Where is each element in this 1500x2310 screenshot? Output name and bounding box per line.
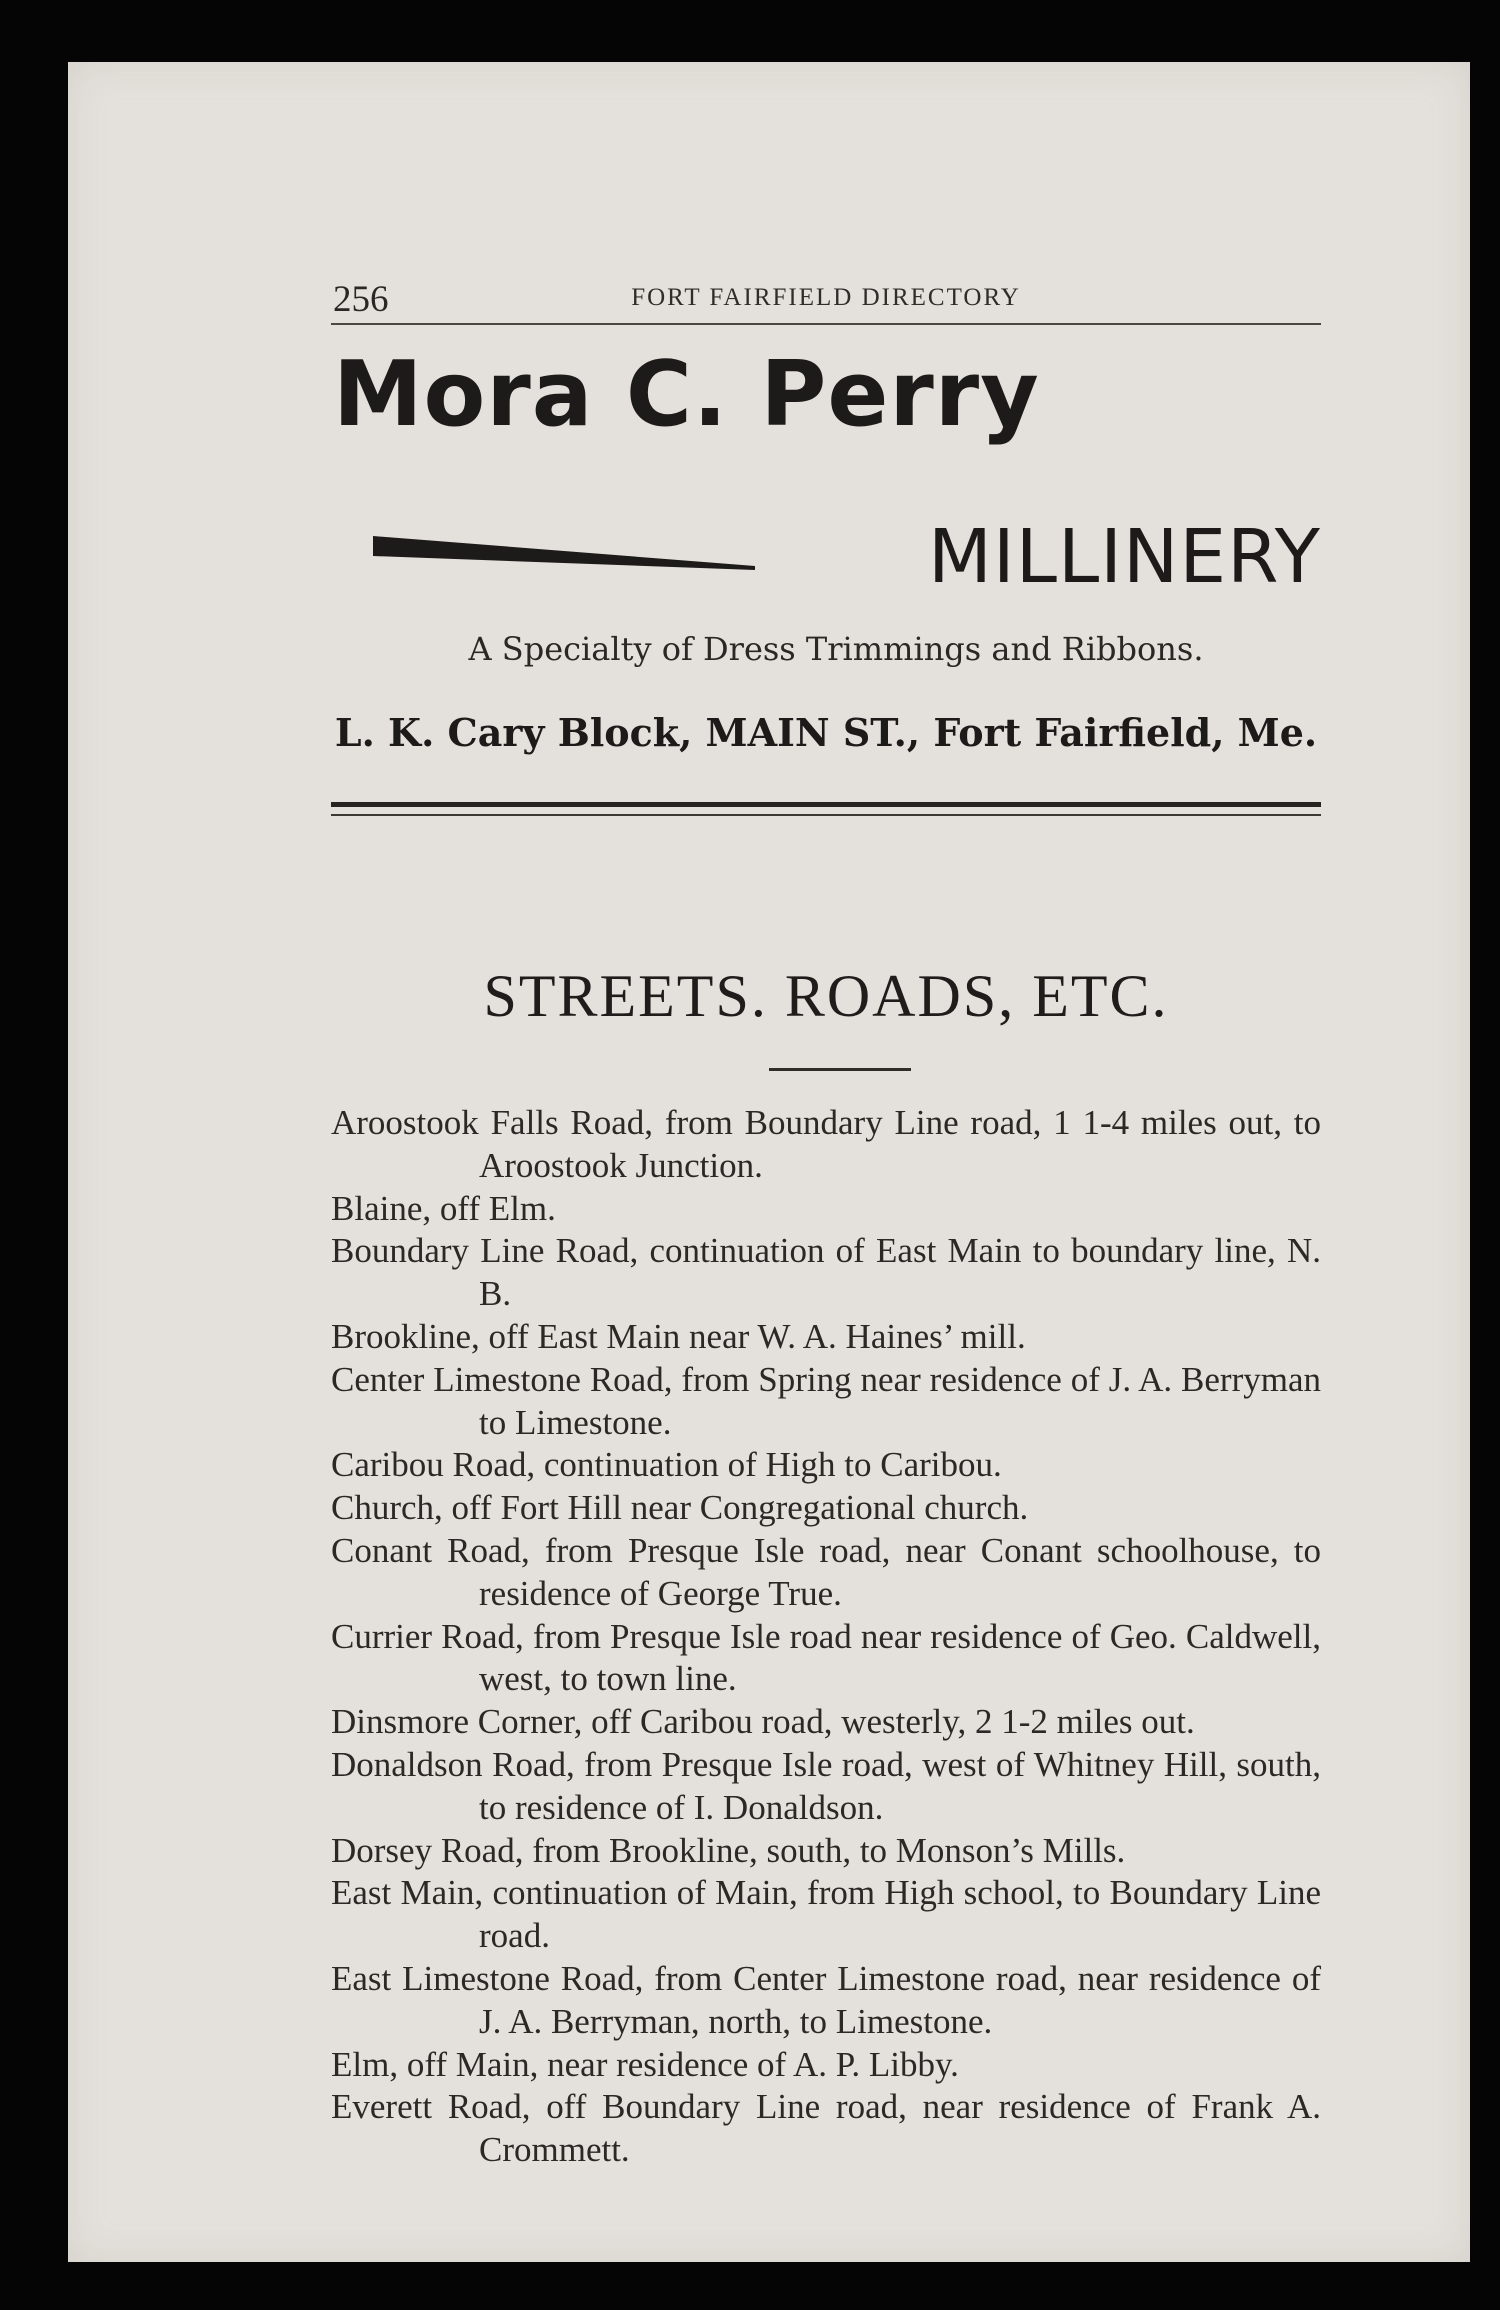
directory-page <box>68 62 1470 2262</box>
street-entry: Conant Road, from Presque Isle road, near Conant schoolhouse, to residence of George True. <box>331 1530 1321 1613</box>
street-entry: Elm, off Main, near residence of A. P. Libby. <box>331 2044 959 2084</box>
advertiser-address: L. K. Cary Block, MAIN ST., Fort Fairfield, Me. <box>334 710 1318 755</box>
swoosh-ornament <box>373 536 755 572</box>
running-title: FORT FAIRFIELD DIRECTORY <box>631 284 1021 311</box>
page-number: 256 <box>333 279 389 320</box>
street-list <box>331 1102 1321 2172</box>
street-entry: Dorsey Road, from Brookline, south, to Monson’s Mills. <box>331 1830 1126 1870</box>
advertiser-name: Mora C. Perry <box>333 342 1040 447</box>
street-entry: Everett Road, off Boundary Line road, near residence of Frank A. Crommett. <box>331 2087 1321 2170</box>
header-rule <box>331 323 1321 325</box>
street-entry: Aroostook Falls Road, from Boundary Line road, 1 1-4 miles out, to Aroostook Junction. <box>331 1103 1321 1185</box>
advertiser-tagline: A Specialty of Dress Trimmings and Ribbons. <box>468 630 1204 668</box>
running-head <box>331 270 1321 330</box>
street-entry: Boundary Line Road, continuation of East Main to boundary line, N. B. <box>331 1231 1321 1314</box>
ad-border-thick <box>331 802 1321 807</box>
street-entry: Caribou Road, continuation of High to Caribou. <box>331 1445 1002 1485</box>
street-entry: Brookline, off East Main near W. A. Haines’ mill. <box>331 1316 1026 1356</box>
street-entry: Dinsmore Corner, off Caribou road, westerly, 2 1-2 miles out. <box>331 1702 1195 1742</box>
street-entry: Donaldson Road, from Presque Isle road, west of Whitney Hill, south, to residence of I. Donaldson. <box>331 1744 1321 1827</box>
ad-border-thin <box>331 814 1321 816</box>
street-entry: Church, off Fort Hill near Congregational church. <box>331 1488 1029 1528</box>
street-entry: Center Limestone Road, from Spring near residence of J. A. Berryman to Limestone. <box>331 1359 1321 1442</box>
street-entry: East Limestone Road, from Center Limestone road, near residence of J. A. Berryman, north, to Limestone. <box>331 1958 1321 2041</box>
section-title: STREETS. ROADS, ETC. <box>483 963 1169 1029</box>
advertiser-trade: MILLINERY <box>928 514 1321 600</box>
street-entry: Blaine, off Elm. <box>331 1188 556 1228</box>
street-entry: Currier Road, from Presque Isle road near residence of Geo. Caldwell, west, to town line. <box>331 1616 1321 1699</box>
street-entry: East Main, continuation of Main, from High school, to Boundary Line road. <box>331 1873 1321 1956</box>
section-divider <box>769 1068 911 1071</box>
